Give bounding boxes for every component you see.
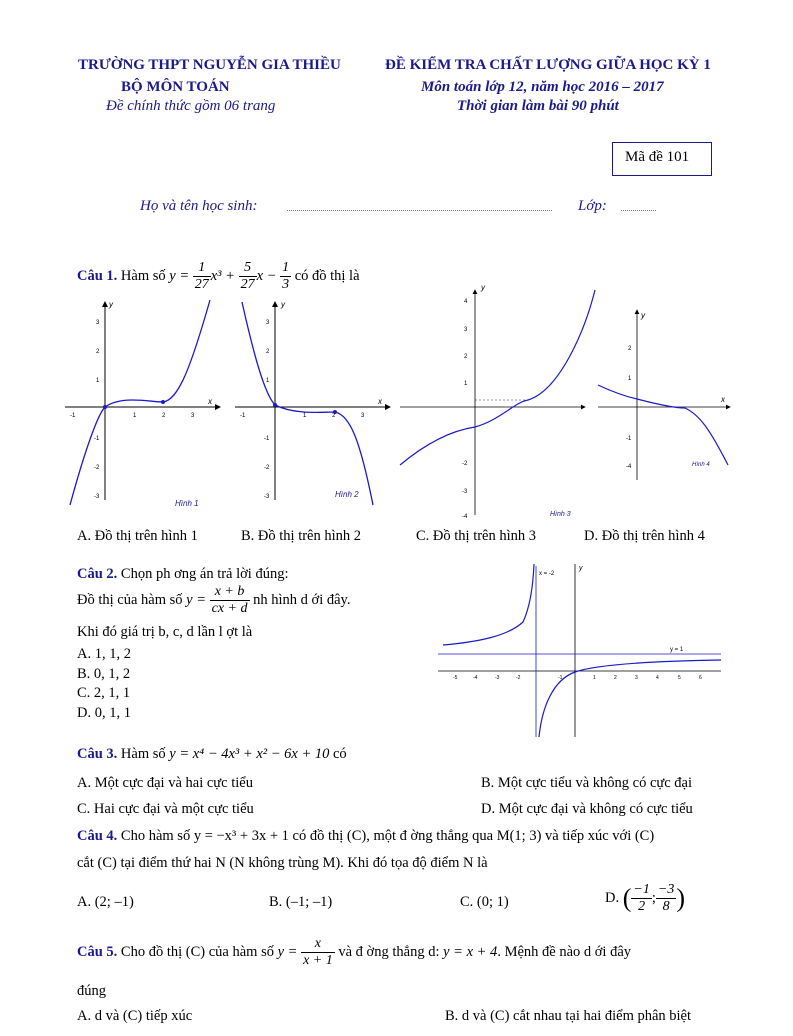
q3-formula: y = x⁴ − 4x³ + x² − 6x + 10: [169, 746, 330, 762]
graph-4-curve: [598, 385, 728, 465]
q5-line2: đúng: [77, 983, 106, 999]
graph-2-caption: Hình 2: [335, 490, 359, 499]
q4-line2: cắt (C) tại điểm thứ hai N (N không trùng M). Khi đó tọa độ điểm N là: [77, 855, 488, 871]
svg-text:4: 4: [656, 675, 659, 681]
graph-2: [235, 300, 390, 505]
q5-text-after: . Mệnh đề nào d ới đây: [497, 943, 632, 960]
q5-label: Câu 5.: [77, 943, 118, 960]
svg-text:-1: -1: [558, 675, 563, 681]
q1-option-a[interactable]: A. Đồ thị trên hình 1: [77, 528, 198, 544]
graph-1-tick: -1: [94, 436, 100, 442]
q1-option-d[interactable]: D. Đồ thị trên hình 4: [584, 528, 705, 544]
q2-prompt-text: Chọn ph ơng án trả lời đúng:: [120, 566, 289, 582]
graph-2-tick: -1: [240, 413, 246, 419]
graph-3-tick: 1: [464, 381, 468, 387]
q2-vlabel: x = -2: [539, 571, 555, 577]
q2-ylabel: y: [579, 565, 583, 572]
q5-lhs: y =: [277, 943, 298, 960]
q2-ticks: [453, 675, 702, 681]
graph-2-tick: 2: [266, 349, 270, 355]
q4-option-b[interactable]: B. (–1; –1): [269, 894, 333, 910]
q2-prompt: [77, 566, 289, 583]
q1-graphs: [60, 283, 730, 520]
student-name-label: Họ và tên học sinh:: [140, 198, 258, 214]
graph-1-ylabel: y: [109, 300, 113, 309]
graph-1-tick: 3: [96, 320, 100, 326]
q1-t2: x −: [256, 267, 277, 284]
graph-4-tick: 1: [628, 376, 632, 382]
q2-option-d[interactable]: D. 0, 1, 1: [77, 705, 131, 721]
class-label: Lớp:: [578, 198, 607, 214]
graph-3: [400, 283, 595, 520]
graph-3-curve: [400, 290, 595, 465]
graph-4-tick: 2: [628, 346, 632, 352]
graph-1: [65, 300, 220, 508]
q1-text-after: có đồ thị là: [294, 267, 360, 284]
q3-option-a[interactable]: A. Một cực đại và hai cực tiểu: [77, 775, 253, 791]
q3-option-b[interactable]: B. Một cực tiểu và không có cực đại: [481, 775, 693, 791]
graph-3-tick: 2: [464, 354, 468, 360]
q1-stem: [77, 260, 360, 293]
graph-3-tick: -2: [462, 461, 468, 467]
q1-frac3: $\frac{1}{3}$: [282, 260, 290, 292]
q2-graph: [438, 562, 721, 740]
q2-frac: $\frac{x + b}{cx + d}$: [211, 584, 248, 616]
svg-text:6: 6: [699, 675, 702, 681]
q5-line-eq: y = x + 4: [443, 943, 498, 960]
q4-option-d-label: D.: [605, 889, 620, 906]
svg-text:-5: -5: [453, 675, 458, 681]
graph-1-tick: -2: [94, 465, 100, 471]
q1-text-before: Hàm số: [120, 267, 166, 284]
q3-label: Câu 3.: [77, 746, 118, 762]
q5-stem: [77, 936, 631, 969]
graph-3-ylabel: y: [481, 283, 485, 292]
q3-option-d[interactable]: D. Một cực đại và không có cực tiểu: [481, 801, 693, 817]
graph-2-ylabel: y: [281, 300, 285, 309]
exam-duration: Thời gian làm bài 90 phút: [457, 98, 619, 114]
q2-hlabel: y = 1: [670, 647, 684, 653]
q1-frac1: $\frac{1}{27}$: [194, 260, 209, 292]
q2-lhs: y =: [186, 591, 206, 608]
q5-text-before: Cho đồ thị (C) của hàm số: [120, 943, 274, 960]
graph-1-tick: -3: [94, 494, 100, 500]
graph-1-xlabel: x: [208, 397, 212, 406]
q3-text-after: có: [332, 746, 347, 762]
q2-line2: [77, 584, 350, 617]
q4-line1: [77, 828, 654, 845]
graph-4-xlabel: x: [721, 395, 725, 404]
graph-2-tick: 3: [361, 413, 365, 419]
svg-text:-3: -3: [495, 675, 500, 681]
q2-line2-after: nh hình d ới đây.: [253, 591, 351, 608]
graph-3-tick: 4: [464, 299, 468, 305]
svg-text:5: 5: [678, 675, 681, 681]
graph-1-curve: [70, 300, 210, 505]
q2-line2-before: Đồ thị của hàm số: [77, 591, 183, 608]
graph-2-xlabel: x: [378, 397, 382, 406]
graph-3-tick: -4: [462, 514, 468, 520]
svg-text:3: 3: [635, 675, 638, 681]
q3-option-c[interactable]: C. Hai cực đại và một cực tiểu: [77, 801, 254, 817]
q5-text-mid: và đ ờng thẳng d:: [338, 943, 440, 960]
graph-2-curve: [242, 302, 373, 505]
q2-line3: Khi đó giá trị b, c, d lần l ợt là: [77, 624, 253, 640]
student-name-field[interactable]: [287, 210, 552, 211]
q2-option-c[interactable]: C. 2, 1, 1: [77, 685, 131, 701]
graph-1-tick: 2: [162, 413, 166, 419]
graph-4-tick: -1: [626, 436, 632, 442]
svg-text:1: 1: [593, 675, 596, 681]
q1-option-b[interactable]: B. Đồ thị trên hình 2: [241, 528, 362, 544]
q2-label: Câu 2.: [77, 566, 118, 582]
graph-4-ylabel: y: [641, 311, 645, 320]
graph-2-tick: -2: [264, 465, 270, 471]
q2-curve-right: [539, 660, 721, 737]
school-name: TRƯỜNG THPT NGUYỄN GIA THIỀU: [78, 57, 341, 73]
q1-frac2: $\frac{5}{27}$: [240, 260, 255, 292]
q2-option-b[interactable]: B. 0, 1, 2: [77, 666, 131, 682]
graph-1-caption: Hình 1: [175, 499, 199, 508]
graph-1-tick: 2: [96, 349, 100, 355]
exam-title: ĐỀ KIỂM TRA CHẤT LƯỢNG GIỮA HỌC KỲ 1: [385, 57, 711, 73]
q3-text-before: Hàm số: [120, 746, 166, 762]
q1-lhs: y =: [169, 267, 190, 284]
q2-option-a[interactable]: A. 1, 1, 2: [77, 646, 131, 662]
graph-3-tick: -3: [462, 489, 468, 495]
graph-2-tick: -1: [264, 436, 270, 442]
q4-option-d[interactable]: D. ( $\frac{-1}{2}$ ; $\frac{-3}{8}$ ): [605, 882, 686, 914]
graph-3-tick: 3: [464, 327, 468, 333]
graph-1-tick: 3: [191, 413, 195, 419]
q1-label: Câu 1.: [77, 267, 118, 284]
graph-2-tick: -3: [264, 494, 270, 500]
svg-text:-2: -2: [516, 675, 521, 681]
graph-2-tick: 2: [332, 413, 336, 419]
q5-option-a[interactable]: A. d và (C) tiếp xúc: [77, 1008, 193, 1024]
q4-d-frac2: $\frac{-3}{8}$: [657, 882, 675, 914]
department: BỘ MÔN TOÁN: [121, 79, 230, 95]
q3-stem: [77, 746, 347, 763]
q4-d-frac1: $\frac{-1}{2}$: [633, 882, 650, 914]
graph-1-tick: -1: [70, 413, 76, 419]
q4-option-c[interactable]: C. (0; 1): [460, 894, 509, 910]
class-field[interactable]: [621, 210, 656, 211]
q5-option-b[interactable]: B. d và (C) cắt nhau tại hai điểm phân biệt: [445, 1008, 692, 1024]
graph-2-tick: 1: [266, 378, 270, 384]
q2-curve-left: [443, 564, 534, 645]
exam-subject: Môn toán lớp 12, năm học 2016 – 2017: [421, 79, 664, 95]
graph-2-tick: 3: [266, 320, 270, 326]
graph-4-caption: Hình 4: [692, 462, 710, 468]
exam-code: Mã đề 101: [625, 149, 690, 165]
official-note: Đề chính thức gồm 06 trang: [106, 98, 276, 114]
graph-3-caption: Hình 3: [550, 511, 571, 518]
q4-line1-text: Cho hàm số y = −x³ + 3x + 1 có đồ thị (C), một đ ờng thẳng qua M(1; 3) và tiếp xúc với (C): [120, 828, 655, 844]
graph-1-tick: 1: [133, 413, 137, 419]
svg-text:-4: -4: [473, 675, 478, 681]
q5-frac: $\frac{x}{x + 1}$: [303, 936, 333, 968]
q1-t1: x³ +: [210, 267, 235, 284]
graph-1-tick: 1: [96, 378, 100, 384]
q4-option-a[interactable]: A. (2; –1): [77, 894, 134, 910]
q4-label: Câu 4.: [77, 828, 118, 844]
graph-4-tick: -4: [626, 464, 632, 470]
graph-2-tick: 1: [303, 413, 307, 419]
q1-option-c[interactable]: C. Đồ thị trên hình 3: [416, 528, 537, 544]
svg-text:2: 2: [614, 675, 617, 681]
graph-4: [598, 310, 730, 480]
